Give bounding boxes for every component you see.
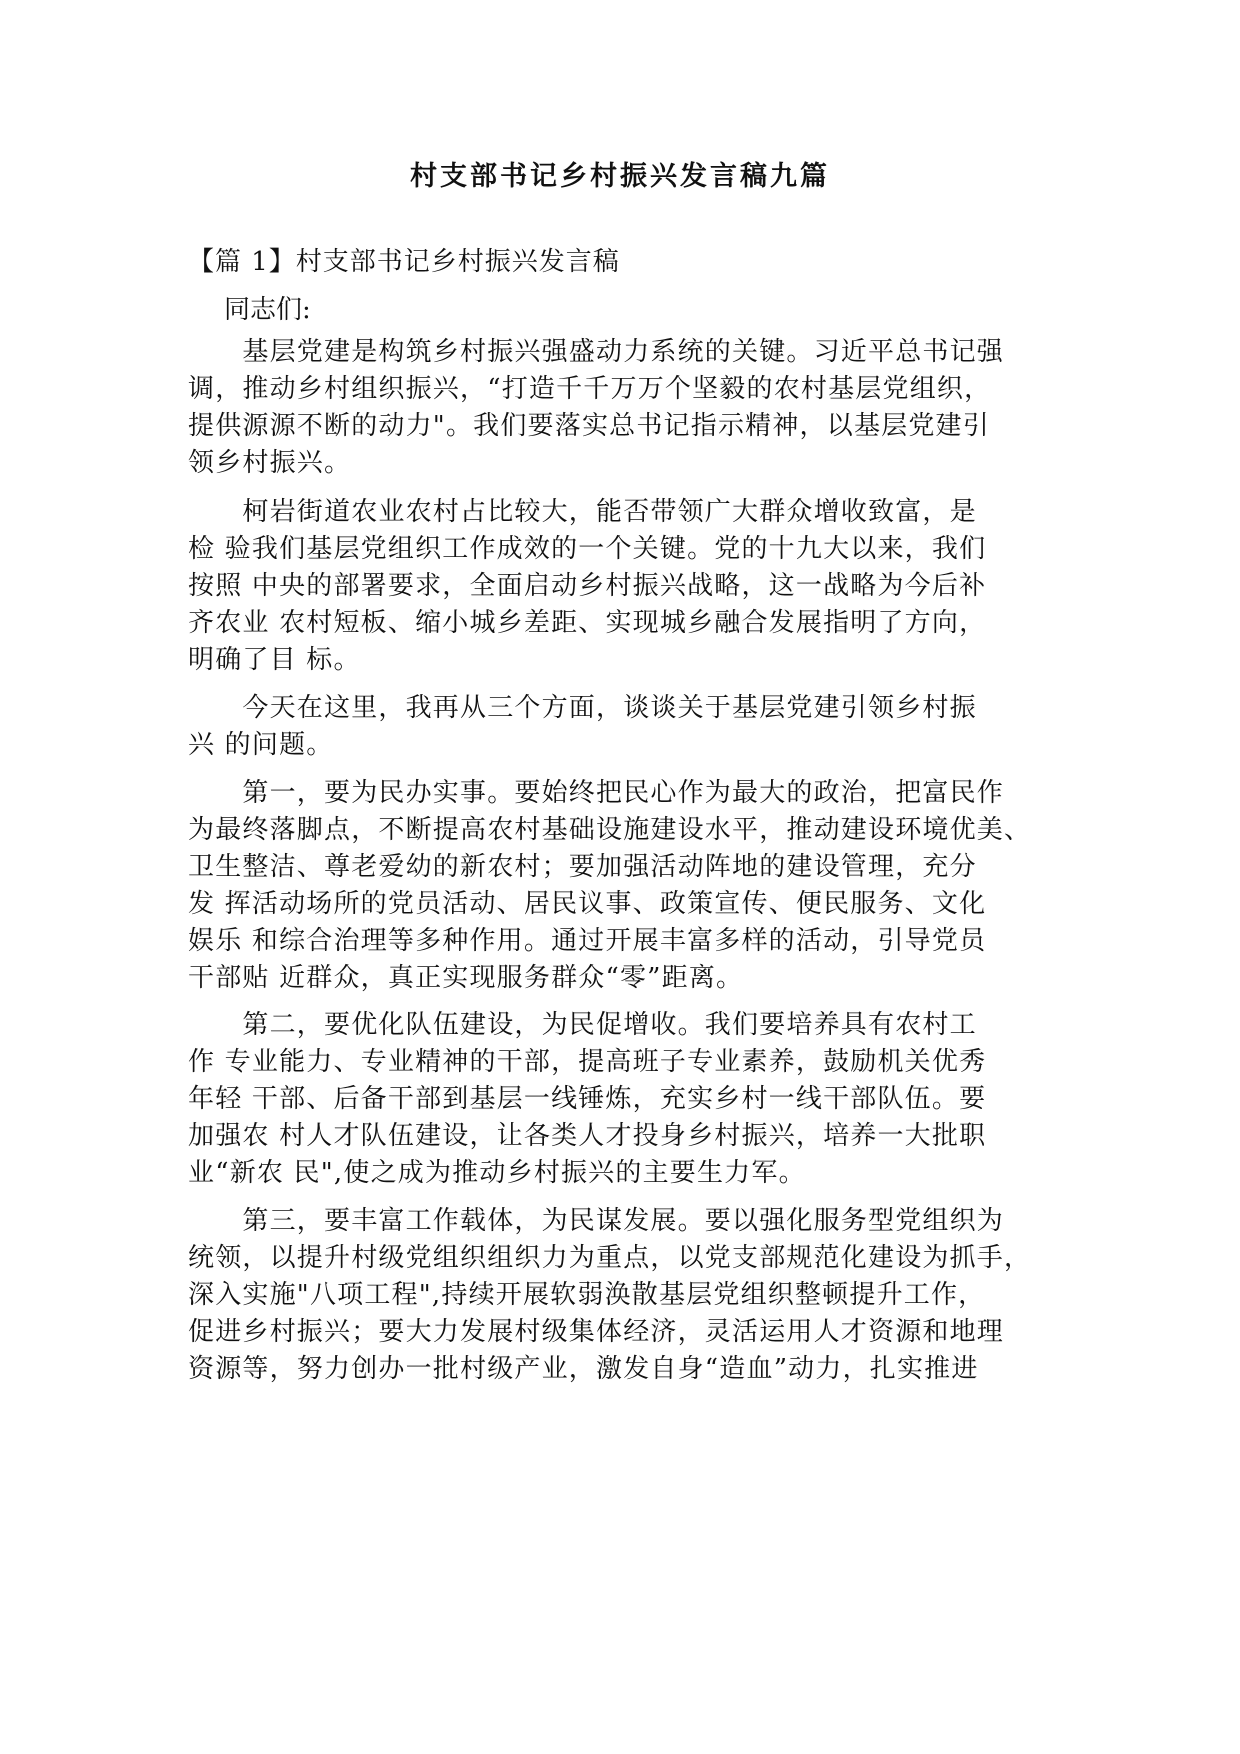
- paragraph-line: 按照 中央的部署要求，全面启动乡村振兴战略，这一战略为今后补: [188, 571, 987, 601]
- paragraph-line: 为最终落脚点，不断提高农村基础设施建设水平，推动建设环境优美、: [188, 815, 1032, 845]
- paragraph-line: 发 挥活动场所的党员活动、居民议事、政策宣传、便民服务、文化: [188, 889, 987, 919]
- paragraph-line: 调，推动乡村组织振兴，“打造千千万万个坚毅的农村基层党组织，: [188, 374, 992, 404]
- paragraph-3: [188, 690, 1058, 764]
- salutation: 同志们:: [224, 295, 311, 325]
- paragraph-line: 检 验我们基层党组织工作成效的一个关键。党的十九大以来，我们: [188, 534, 987, 564]
- section-heading: 【篇 1】村支部书记乡村振兴发言稿: [188, 247, 620, 277]
- paragraph-line: 卫生整洁、尊老爱幼的新农村；要加强活动阵地的建设管理，充分: [188, 852, 977, 882]
- paragraph-line: 第三，要丰富工作载体，为民谋发展。要以强化服务型党组织为: [188, 1206, 1005, 1236]
- paragraph-line: 业“新农 民",使之成为推动乡村振兴的主要生力军。: [188, 1158, 806, 1188]
- paragraph-4: [188, 775, 1058, 997]
- paragraph-2: [188, 494, 1058, 679]
- paragraph-line: 加强农 村人才队伍建设，让各类人才投身乡村振兴，培养一大批职: [188, 1121, 987, 1151]
- paragraph-line: 兴 的问题。: [188, 730, 334, 760]
- paragraph-line: 齐农业 农村短板、缩小城乡差距、实现城乡融合发展指明了方向，: [188, 608, 987, 638]
- paragraph-line: 明确了目 标。: [188, 645, 361, 675]
- paragraph-line: 作 专业能力、专业精神的干部，提高班子专业素养，鼓励机关优秀: [188, 1047, 987, 1077]
- paragraph-line: 第一，要为民办实事。要始终把民心作为最大的政治，把富民作: [188, 778, 1005, 808]
- paragraph-line: 干部贴 近群众，真正实现服务群众“零”距离。: [188, 963, 744, 993]
- paragraph-line: 娱乐 和综合治理等多种作用。通过开展丰富多样的活动，引导党员: [188, 926, 987, 956]
- paragraph-line: 深入实施"八项工程",持续开展软弱涣散基层党组织整顿提升工作，: [188, 1280, 986, 1310]
- paragraph-line: 统领，以提升村级党组织组织力为重点，以党支部规范化建设为抓手，: [188, 1243, 1032, 1273]
- paragraph-line: 促进乡村振兴；要大力发展村级集体经济，灵活运用人才资源和地理: [188, 1317, 1005, 1347]
- paragraph-line: 提供源源不断的动力"。我们要落实总书记指示精神，以基层党建引: [188, 411, 990, 441]
- paragraph-line: 年轻 干部、后备干部到基层一线锤炼，充实乡村一线干部队伍。要: [188, 1084, 987, 1114]
- paragraph-line: 资源等，努力创办一批村级产业，激发自身“造血”动力，扎实推进: [188, 1354, 979, 1384]
- paragraph-line: 领乡村振兴。: [188, 448, 352, 478]
- paragraph-line: 基层党建是构筑乡村振兴强盛动力系统的关键。习近平总书记强: [188, 337, 1005, 367]
- paragraph-line: 柯岩街道农业农村占比较大，能否带领广大群众增收致富，是: [188, 497, 977, 527]
- document-title: 村支部书记乡村振兴发言稿九篇: [410, 161, 830, 192]
- paragraph-line: 今天在这里，我再从三个方面，谈谈关于基层党建引领乡村振: [188, 693, 977, 723]
- paragraph-5: [188, 1007, 1058, 1192]
- paragraph-1: [188, 334, 1058, 482]
- paragraph-6: [188, 1203, 1058, 1388]
- paragraph-line: 第二，要优化队伍建设，为民促增收。我们要培养具有农村工: [188, 1010, 977, 1040]
